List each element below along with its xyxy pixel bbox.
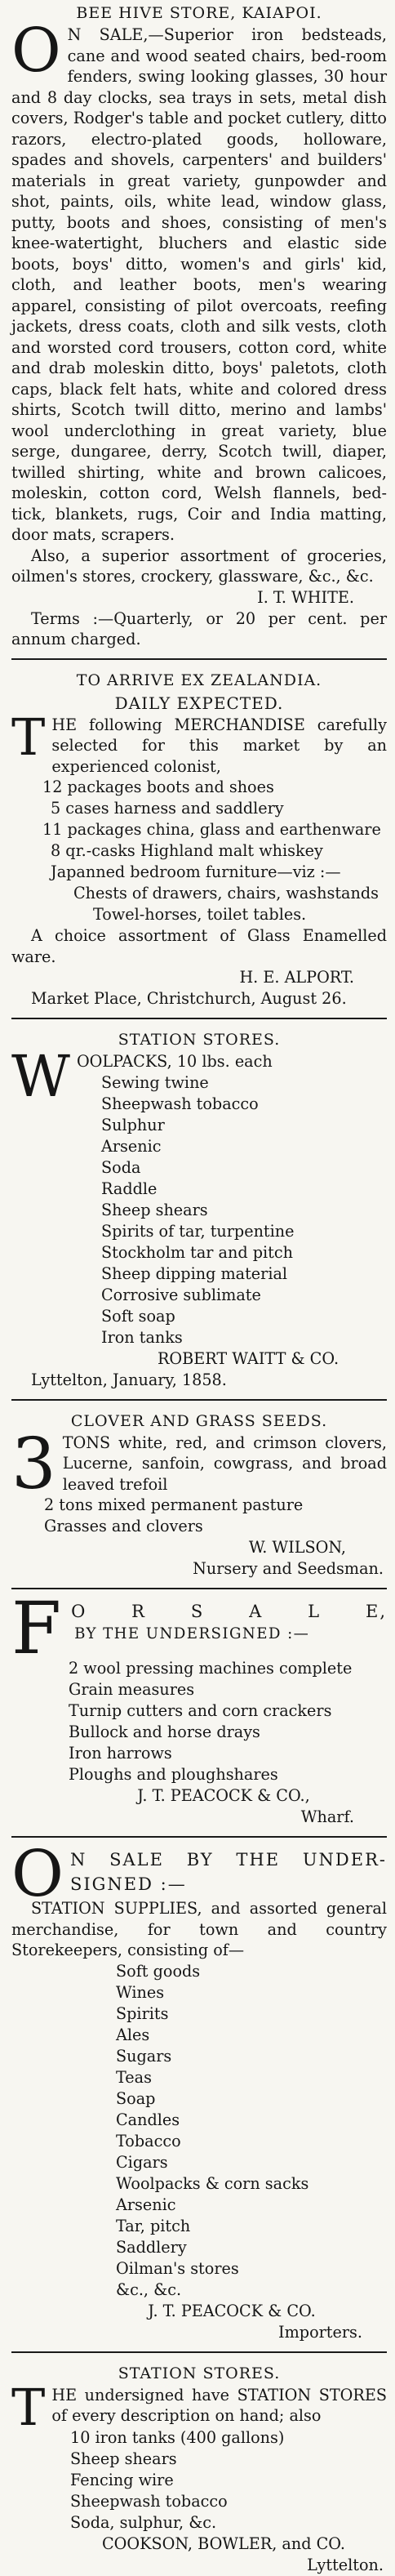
ad-title: STATION STORES. <box>118 2364 281 2382</box>
list-item: Soft goods <box>116 1961 201 1981</box>
ad-title: CLOVER AND GRASS SEEDS. <box>70 1411 328 1430</box>
ad-text: TONS white, red, and crimson clovers, Lucerne, sanfoin, cowgrass, and broad leaved trefoil <box>62 1433 387 1494</box>
list-item: Iron tanks <box>101 1327 183 1347</box>
list-item: Corrosive sublimate <box>101 1285 261 1304</box>
list-item: Fencing wire <box>70 2470 174 2489</box>
ad-signature-line2: Lyttelton. <box>307 2555 384 2574</box>
ad-also: Also, a superior assortment of groceries, oilmen's stores, crockery, glassware, &c., &c. <box>11 546 387 586</box>
list-item: Arsenic <box>101 1136 162 1156</box>
list-item: Soft soap <box>101 1306 175 1326</box>
ad-clover-seeds <box>11 1411 387 1580</box>
list-item: Turnip cutters and corn crackers <box>69 1701 332 1720</box>
ad-signature: J. T. PEACOCK & CO. <box>148 2301 316 2320</box>
list-item: Sheepwash tobacco <box>101 1094 259 1113</box>
list-item: Chests of drawers, chairs, washstands <box>73 884 379 902</box>
list-item: Sheep shears <box>70 2449 177 2468</box>
list-item: Ales <box>116 2025 150 2044</box>
ad-text: HE undersigned have STATION STORES of every description on hand; also <box>51 2385 387 2425</box>
list-item: Sheep shears <box>101 1200 208 1219</box>
list-item: Candles <box>116 2110 180 2129</box>
list-item: Wines <box>116 1982 165 2002</box>
heading-letters <box>71 1599 387 1624</box>
drop-cap: T <box>11 706 46 767</box>
list-item: Ploughs and ploughshares <box>69 1765 278 1784</box>
ad-intro <box>11 706 387 778</box>
heading-letter: L <box>308 1602 322 1621</box>
ad-bee-hive-store <box>11 2 387 650</box>
ad-station-stores-cookson <box>11 2363 387 2576</box>
ad-signature-line2: Nursery and Seedsman. <box>193 1559 384 1578</box>
ad-subtitle: DAILY EXPECTED. <box>114 693 284 713</box>
list-item: Teas <box>116 2067 152 2087</box>
ad-station-stores-waitt <box>11 1029 387 1391</box>
list-item: &c., &c. <box>116 2280 182 2299</box>
item-list <box>11 1961 387 2301</box>
list-item: 12 packages boots and shoes <box>42 778 274 796</box>
ad-heading-text: N SALE BY THE UNDER-SIGNED :— <box>69 1850 387 1894</box>
list-item: 2 wool pressing machines complete <box>69 1659 353 1678</box>
drop-cap: O <box>11 16 61 86</box>
ad-text: HE following MERCHANDISE carefully selected for this market by an experienced colonist, <box>51 715 387 776</box>
ad-title: STATION STORES. <box>118 1031 281 1049</box>
divider <box>11 1588 387 1589</box>
list-item: Saddlery <box>116 2237 187 2257</box>
list-item: Sheepwash tobacco <box>70 2491 228 2511</box>
list-item: Soap <box>116 2088 156 2108</box>
list-item: 5 cases harness and saddlery <box>51 799 284 818</box>
ad-title: TO ARRIVE EX ZEALANDIA. <box>76 671 322 689</box>
item-list <box>11 2427 387 2534</box>
item-list <box>11 1658 387 1785</box>
ad-intro: STATION SUPPLIES, and assorted general merchandise, for town and country Storekeepers, consisting of— <box>11 1899 387 1959</box>
list-item: Sulphur <box>101 1115 165 1134</box>
ad-date: Market Place, Christchurch, August 26. <box>31 989 347 1008</box>
list-item: Sewing twine <box>101 1072 209 1092</box>
ad-signature: ROBERT WAITT & CO. <box>157 1348 340 1368</box>
divider <box>11 1018 387 1019</box>
drop-cap: 3 <box>11 1423 56 1505</box>
list-item: Arsenic <box>116 2195 176 2214</box>
ad-signature: H. E. ALPORT. <box>239 968 354 987</box>
ad-body <box>11 16 387 546</box>
ad-signature-line2: Importers. <box>278 2322 362 2342</box>
ad-signature: J. T. PEACOCK & CO., <box>137 1786 310 1805</box>
ad-text: OOLPACKS, 10 lbs. each <box>76 1052 273 1071</box>
ad-signature: I. T. WHITE. <box>257 587 354 607</box>
list-item: Tobacco <box>116 2131 181 2150</box>
list-item: Soda, sulphur, &c. <box>70 2512 217 2532</box>
ad-on-sale-peacock <box>11 1838 387 2343</box>
ad-date: Lyttelton, January, 1858. <box>31 1370 227 1389</box>
list-item: Spirits <box>116 2003 169 2023</box>
list-item: Towel-horses, toilet tables. <box>93 905 307 924</box>
list-item: Sugars <box>116 2046 172 2066</box>
heading-letter: R <box>131 1602 146 1621</box>
list-item: Iron harrows <box>69 1744 172 1763</box>
ad-text: N SALE,—Superior iron bedsteads, cane and wood seated chairs, bed-room fenders, swing looking glasses, 30 hour and 8 day clocks, sea trays in sets, metal dish covers, Rodger's table and pocket cutlery, ditto razors, electro-plated goods, holloware, spades and shovels, carpenters' and builders' materials in great variety, gunpowder and shot, paints, oils, white lead, window glass, putty, boots and shoes, consisting of men's knee-watertight, bluchers and elastic side boots, boys' ditto, women's and girls' kid, cloth, and leather boots, men's wearing apparel, consisting of pilot overcoats, reefing jackets, dress coats, cloth and silk vests, cloth and worsted cord trousers, cotton cord, white and drab moleskin ditto, boys' paletots, cloth caps, black felt hats, white and colored dress shirts, Scotch twill ditto, merino and lambs' wool underclothing in great variety, blue serge, dungaree, derry, Scotch twill, diaper, twilled shirting, white and brown calicoes, moleskin, cotton cord, Welsh flannels, bed-tick, blankets, rugs, Coir and India matting, door mats, scrapers. <box>11 25 387 544</box>
list-item: 8 qr.-casks Highland malt whiskey <box>51 841 323 860</box>
list-item: Soda <box>101 1157 141 1177</box>
list-item: Spirits of tar, turpentine <box>101 1221 295 1241</box>
list-item: Cigars <box>116 2152 168 2172</box>
list-item: Oilman's stores <box>116 2258 239 2278</box>
ad-terms: Terms :—Quarterly, or 20 per cent. per annum charged. <box>11 608 387 648</box>
drop-cap: F <box>11 1586 62 1670</box>
ad-for-sale-peacock <box>11 1586 387 1828</box>
divider <box>11 658 387 660</box>
ad-signature: COOKSON, BOWLER, and CO. <box>102 2534 345 2553</box>
ad-zealandia <box>11 670 387 1010</box>
list-item: Grasses and clovers <box>44 1517 203 1535</box>
ad-signature: W. WILSON, <box>248 1538 346 1557</box>
heading-letter: O <box>71 1602 87 1621</box>
divider <box>11 1399 387 1401</box>
list-item: Tar, pitch <box>116 2216 191 2235</box>
list-item: Grain measures <box>69 1680 195 1699</box>
drop-cap: O <box>11 1838 64 1911</box>
ad-note: A choice assortment of Glass Enamelled ware. <box>11 926 387 966</box>
ad-title: BEE HIVE STORE, KAIAPOI. <box>76 4 322 22</box>
drop-cap: W <box>11 1043 70 1110</box>
list-item: 2 tons mixed permanent pasture <box>44 1495 304 1514</box>
list-item: Japanned bedroom furniture—viz :— <box>51 862 341 881</box>
list-item: Stockholm tar and pitch <box>101 1242 293 1262</box>
ad-heading <box>11 1838 387 1911</box>
list-item: 10 iron tanks (400 gallons) <box>70 2427 285 2447</box>
ad-signature-line2: Wharf. <box>300 1807 354 1826</box>
heading-letter: S <box>190 1602 205 1621</box>
item-list <box>11 1072 387 1348</box>
list-item: 11 packages china, glass and earthenware <box>42 820 381 839</box>
list-item: Bullock and horse drays <box>69 1723 260 1741</box>
list-item: Woolpacks & corn sacks <box>116 2173 309 2193</box>
list-item: Raddle <box>101 1179 158 1198</box>
list-item: Sheep dipping material <box>101 1263 288 1283</box>
heading-letter: E, <box>365 1602 387 1621</box>
drop-cap: T <box>11 2377 46 2437</box>
divider <box>11 1836 387 1838</box>
ad-by-line: BY THE UNDERSIGNED :— <box>74 1625 310 1642</box>
divider <box>11 2351 387 2353</box>
heading-letter: A <box>249 1602 264 1621</box>
